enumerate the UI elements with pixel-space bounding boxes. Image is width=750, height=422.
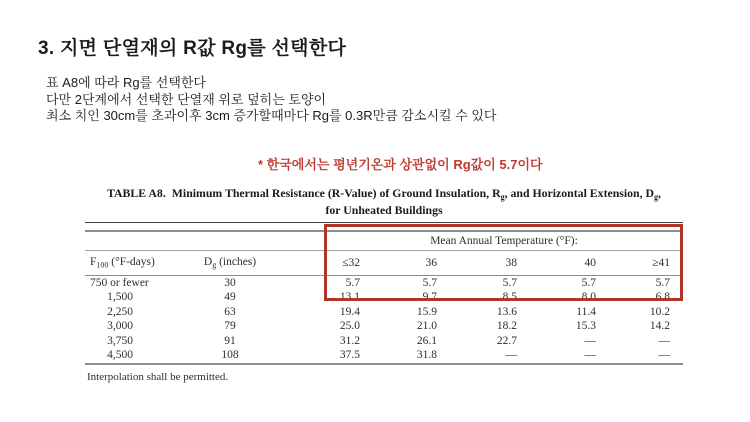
cell-t38: 18.2 [496,320,517,333]
span-header-mean-annual-temp: Mean Annual Temperature (°F): [430,234,578,247]
cell-t38: — [505,349,517,362]
cell-t36: 15.9 [416,305,437,318]
cell-t40: — [584,334,596,347]
cell-dg: 108 [221,349,239,362]
col-header-temp-ge41: ≥41 [652,256,670,269]
table-a8 [85,187,683,383]
col-header-temp-le32: ≤32 [342,256,360,269]
cell-t32: 25.0 [339,320,360,333]
table-title-part2: , and Horizontal Extension, D [504,186,655,200]
cell-value: 3,750 [107,334,133,347]
body-line-3: 최소 치인 30cm를 초과이후 3cm 증가할때마다 Rg를 0.3R만큼 감소시킬 수 있다 [46,108,497,123]
cell-t32: 5.7 [345,276,360,289]
table-title [85,187,683,218]
cell-f100 [85,277,195,289]
cell-t41: — [658,334,670,347]
cell-t36: 9.7 [422,291,437,304]
cell-t38: 5.7 [502,276,517,289]
cell-t40: — [584,349,596,362]
table-row [85,276,683,291]
cell-t32: 37.5 [339,349,360,362]
cell-t40: 5.7 [581,276,596,289]
table-column-header-row [85,251,683,275]
table-title-line2: for Unheated Buildings [325,203,443,217]
subscript-g: g [654,192,659,202]
cell-t41: 10.2 [649,305,670,318]
cell-t41: 5.7 [655,276,670,289]
cell-t38: 13.6 [496,305,517,318]
title-divider [85,222,683,223]
subscript-100: 100 [96,260,109,270]
cell-dg: 63 [224,305,236,318]
table-row [85,305,683,320]
cell-t36: 21.0 [416,320,437,333]
col-header-temp-38: 38 [505,256,517,269]
page-title: 3. 지면 단열재의 R값 Rg를 선택한다 [38,38,347,59]
cell-t36: 5.7 [422,276,437,289]
f-symbol: F [90,255,97,268]
cell-t36: 26.1 [416,334,437,347]
table-span-header-row [85,232,683,250]
cell-value: 1,500 [107,291,133,304]
table-bottom-rule [85,363,683,365]
cell-value: 3,000 [107,320,133,333]
cell-t36: 31.8 [416,349,437,362]
cell-t41: 6.8 [655,291,670,304]
table-row [85,334,683,349]
body-line-1: 표 A8에 따라 Rg를 선택한다 [46,75,206,90]
col-header-temp-40: 40 [584,256,596,269]
cell-f100 [85,320,195,332]
table-row [85,290,683,305]
subscript-g: g [500,192,505,202]
cell-t32: 13.1 [339,291,360,304]
d-units: (inches) [216,255,257,268]
cell-t41: — [658,349,670,362]
cell-value: 4,500 [107,349,133,362]
table-label: TABLE A8. [106,186,166,200]
cell-t40: 8.0 [581,291,596,304]
cell-t40: 11.4 [576,305,596,318]
cell-t40: 15.3 [575,320,596,333]
cell-t41: 14.2 [649,320,670,333]
cell-t32: 19.4 [339,305,360,318]
col-header-f100 [85,256,195,270]
cell-t38: 8.5 [502,291,517,304]
col-header-temp-36: 36 [425,256,437,269]
korea-note-red: * 한국에서는 평년기온과 상관없이 Rg값이 5.7이다 [258,157,543,172]
f-units: (°F-days) [108,255,155,268]
cell-dg: 91 [224,334,236,347]
table-row [85,348,683,363]
cell-dg: 79 [224,320,236,333]
table-title-line1 [85,187,683,204]
col-header-dg [195,256,265,270]
cell-t32: 31.2 [339,334,360,347]
cell-value: 750 or fewer [90,276,149,289]
cell-dg: 49 [224,291,236,304]
subscript-g: g [212,260,217,270]
cell-t38: 22.7 [496,334,517,347]
cell-f100 [85,349,195,361]
cell-f100 [85,335,195,347]
cell-value: 2,250 [107,305,133,318]
d-symbol: D [203,255,213,268]
body-text-block [46,75,497,125]
table-footnote: Interpolation shall be permitted. [87,370,229,383]
body-line-2: 다만 2단계에서 선택한 단열재 위로 덮히는 토양이 [46,91,327,107]
cell-dg: 30 [224,276,236,289]
table-row [85,319,683,334]
cell-f100 [85,291,195,303]
cell-f100 [85,306,195,318]
table-title-part3: , [658,186,661,200]
table-title-part1: Minimum Thermal Resistance (R-Value) of Ground Insulation, R [171,186,501,200]
